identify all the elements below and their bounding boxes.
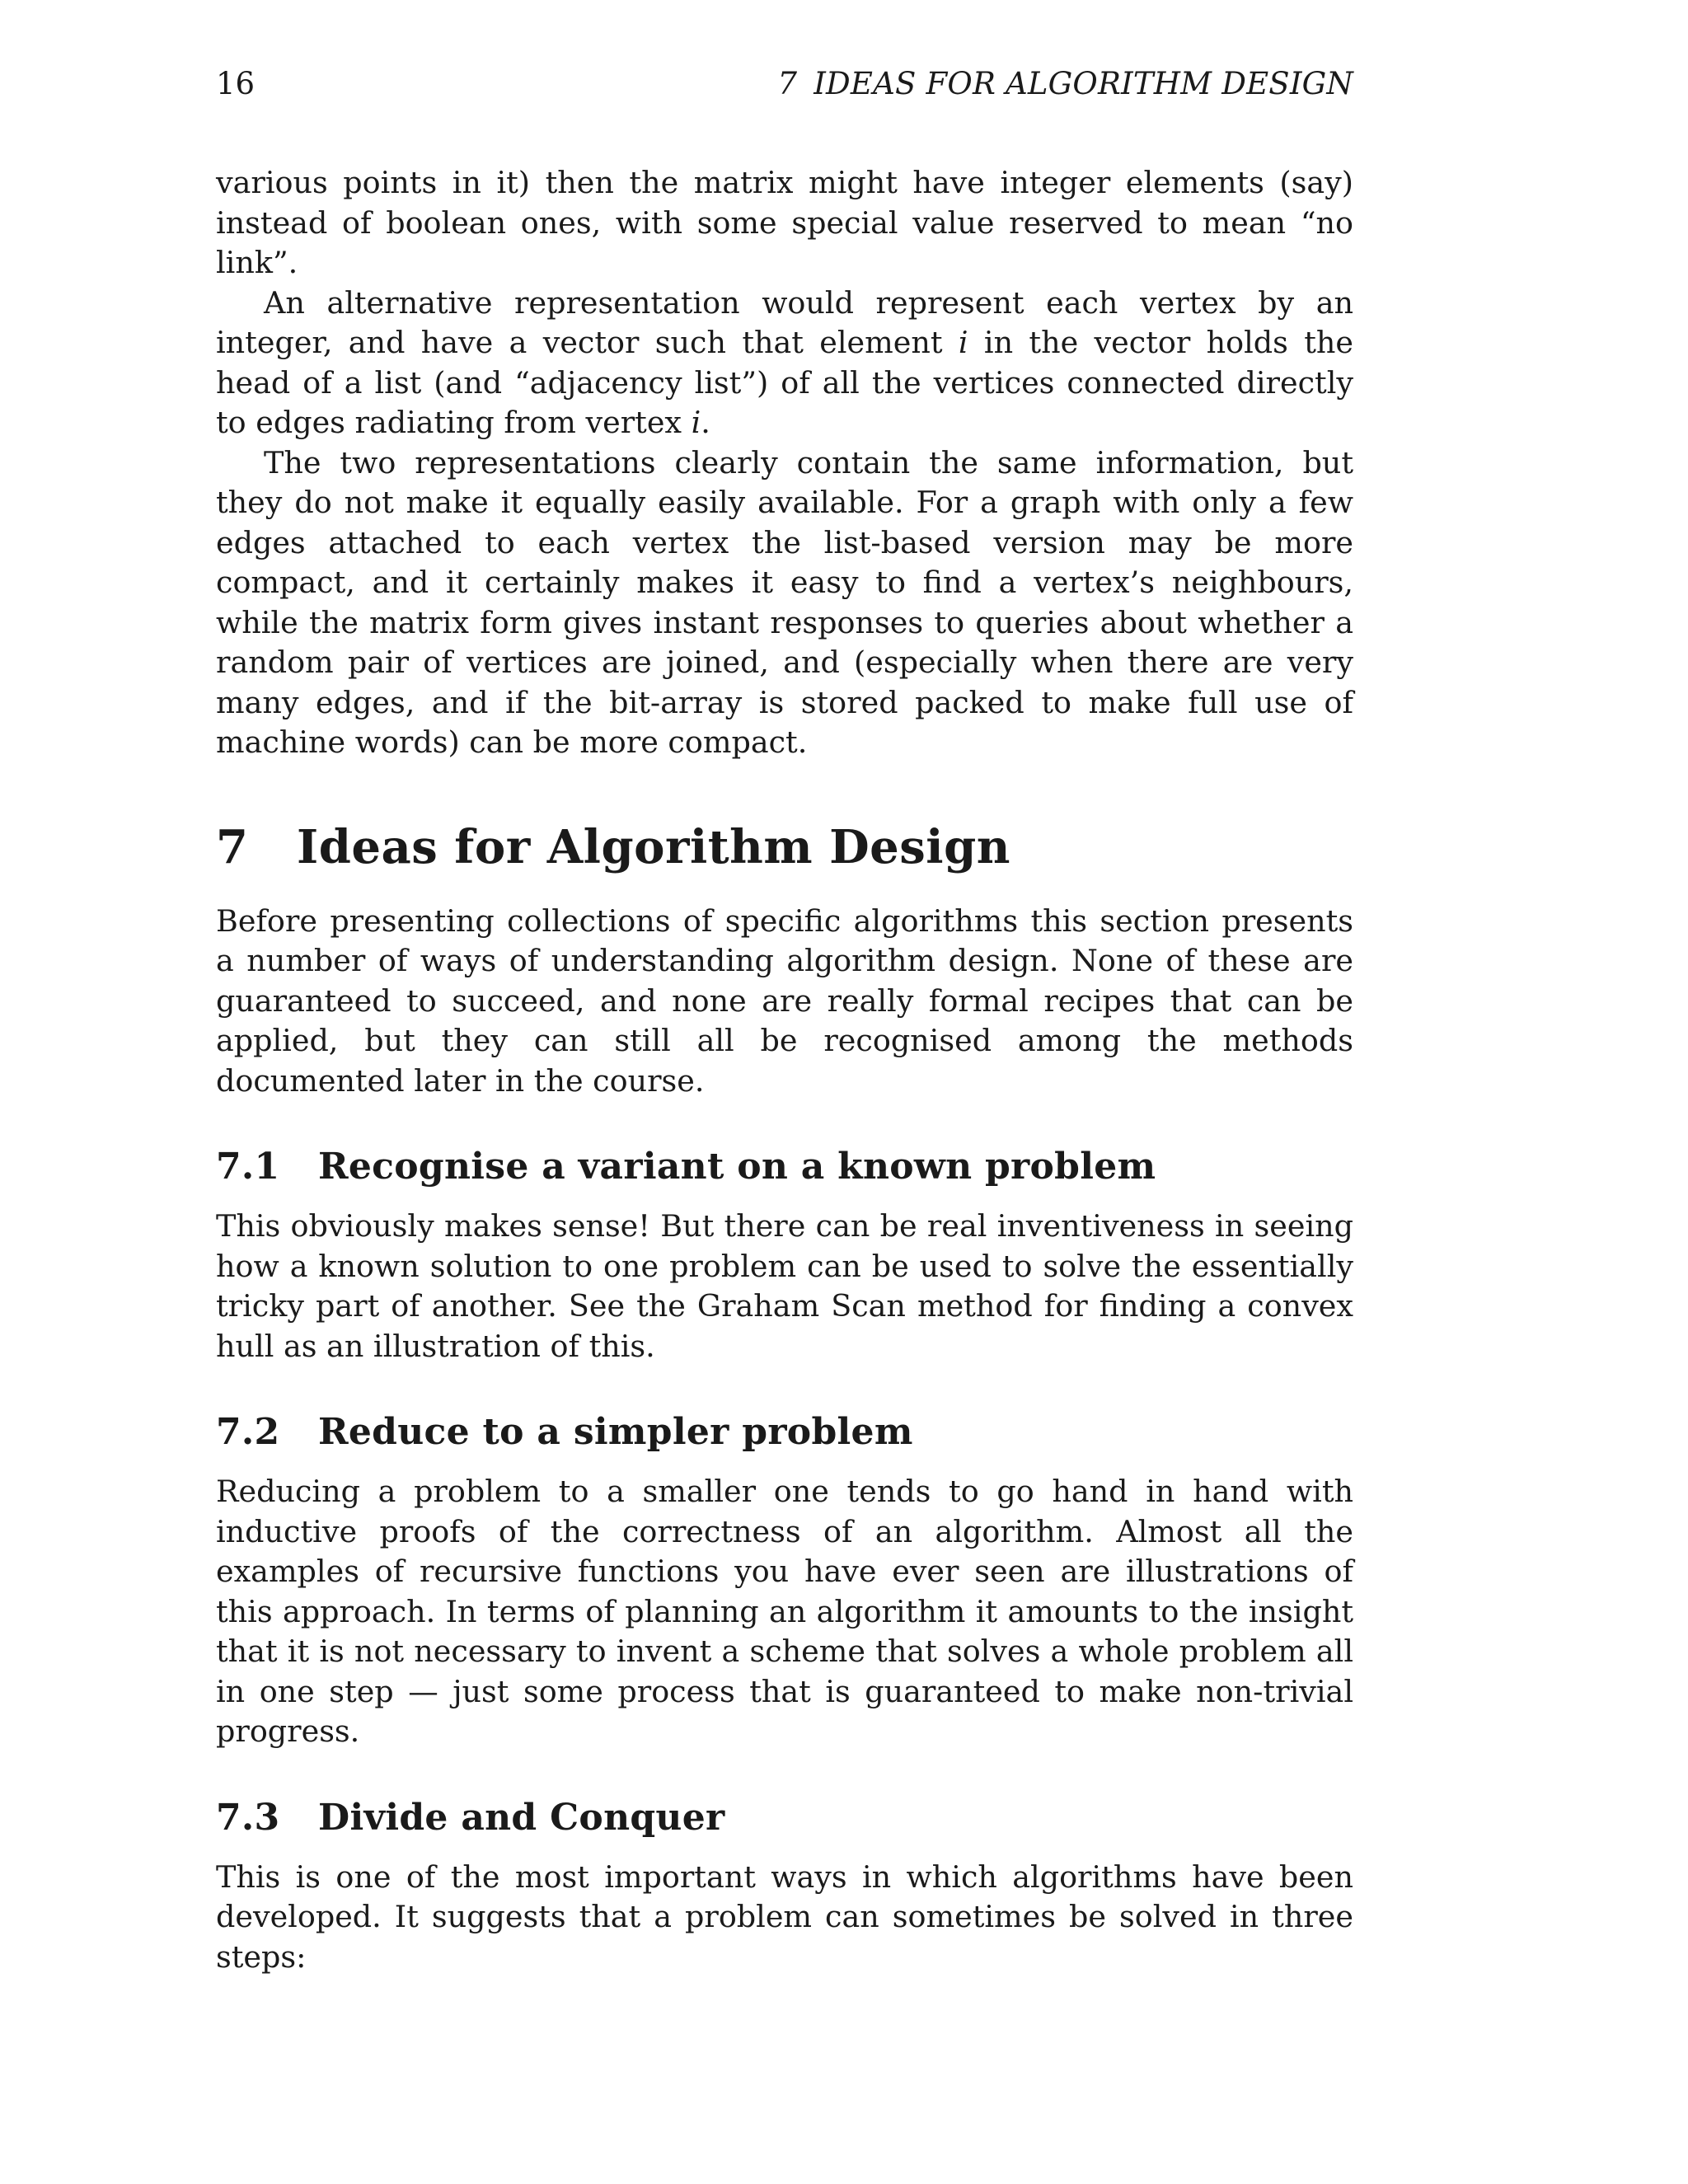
subsection-title: Recognise a variant on a known problem: [318, 1146, 1156, 1188]
running-chapter-name: IDEAS FOR ALGORITHM DESIGN: [814, 66, 1353, 101]
section-heading: [216, 818, 1353, 877]
document-body: [216, 163, 1353, 1977]
subsection-heading-7-3: [216, 1793, 1353, 1843]
section-title: Ideas for Algorithm Design: [297, 819, 1010, 874]
page-number: 16: [216, 66, 256, 101]
running-chapter-title: [777, 61, 1353, 107]
paragraph-adjacency-list: [216, 284, 1353, 443]
subsection-heading-7-2: [216, 1408, 1353, 1457]
subsection-paragraph-7-3: This is one of the most important ways in which algorithms have been developed. It suggests that a problem can sometimes be solved in three steps:: [216, 1858, 1353, 1975]
section-number: 7: [216, 819, 249, 874]
paragraph-text: .: [701, 405, 710, 440]
paragraph-representations: The two representations clearly contain the same information, but they do not make it equally easily available. For a graph with only a few edges attached to each vertex the list-based version may be more compact, and it certainly makes it easy to find a vertex’s neighbours, while the matrix form gives instant responses to queries about whether a random pair of vertices are joined, and (especially when there are very many edges, and if the bit-array is stored packed to make full use of machine words) can be more compact.: [216, 444, 1353, 760]
subsection-paragraph-7-2: Reducing a problem to a smaller one tends to go hand in hand with inductive proofs of the correctness of an algorithm. Almost all the examples of recursive functions you have ever seen are illustrations of this approach. In terms of planning an algorithm it amounts to the insight that it is not necessary to invent a scheme that solves a whole problem all in one step — just some process that is guaranteed to make non-trivial progress.: [216, 1474, 1353, 1749]
subsection-title: Divide and Conquer: [318, 1796, 725, 1839]
running-header: [216, 61, 1353, 107]
running-chapter-number: 7: [777, 66, 798, 101]
subsection-number: 7.3: [216, 1796, 280, 1839]
subsection-title: Reduce to a simpler problem: [318, 1411, 913, 1453]
subsection-number: 7.2: [216, 1411, 280, 1453]
subsection-paragraph-7-1: This obviously makes sense! But there can be real inventiveness in seeing how a known solution to one problem can be used to solve the essentially tricky part of another. See the Graham Scan method for finding a convex hull as an illustration of this.: [216, 1208, 1353, 1364]
paragraph-text: in the vector holds the head of a list (and “adjacency list”) of all the vertices connected directly to edges radiating from vertex: [216, 325, 1353, 440]
math-variable-i: i: [691, 405, 701, 440]
paragraph-continuation: various points in it) then the matrix might have integer elements (say) instead of boolean ones, with some special value reserved to mean “no link”.: [216, 165, 1353, 280]
section-intro-paragraph: Before presenting collections of specific algorithms this section presents a number of ways of understanding algorithm design. None of these are guaranteed to succeed, and none are really formal recipes that can be applied, but they can still all be recognised among the methods documented later in the course.: [216, 902, 1353, 1099]
paragraph-text: An alternative representation would represent each vertex by an integer, and have a vector such that element: [216, 284, 1353, 360]
subsection-heading-7-1: [216, 1142, 1353, 1192]
math-variable-i: i: [958, 325, 968, 360]
subsection-number: 7.1: [216, 1146, 280, 1188]
